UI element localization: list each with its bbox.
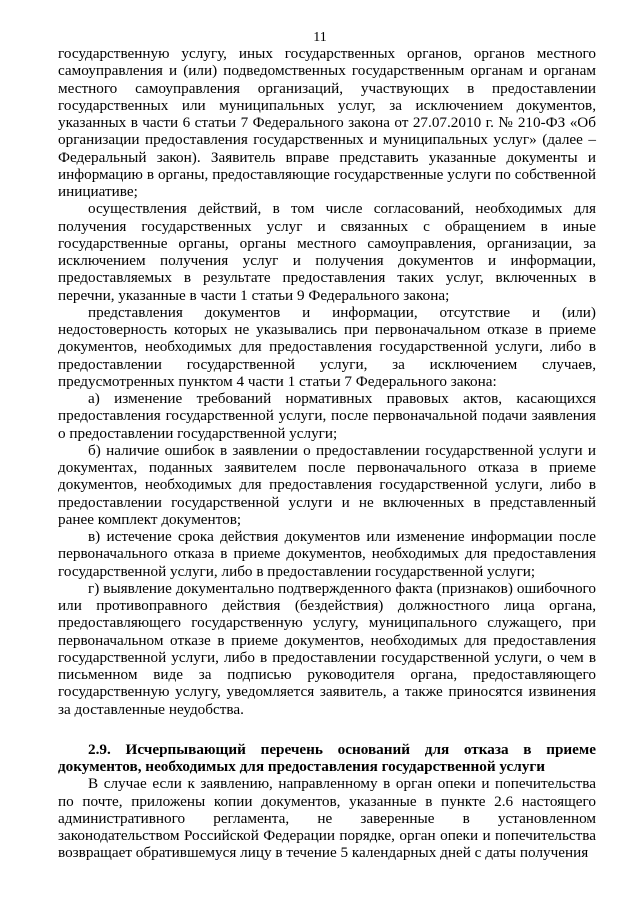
list-item-g: г) выявление документально подтвержденного факта (признаков) ошибочного или противоправного действия (бездействия) должностного лица органа, предоставляющего государственную услугу, муниципального служащего, при первоначальном отказе в приеме документов, необходимых для предоставления государственной услуги, либо в предоставлении государственной услуги, о чем в письменном виде за подписью руководителя органа, предоставляющего государственную услугу, уведомляется заявитель, а также приносятся извинения за доставленные неудобства.	[58, 579, 596, 718]
paragraph-documents: представления документов и информации, отсутствие и (или) недостоверность которых не указывались при первоначальном отказе в приеме документов, необходимых для предоставления государственной услуги, либо в предоставлении государственной услуги, за исключением случаев, предусмотренных пунктом 4 части 1 статьи 7 Федерального закона:	[58, 303, 596, 390]
paragraph-actions: осуществления действий, в том числе согласований, необходимых для получения государственных услуг и связанных с обращением в иные государственные органы, органы местного самоуправления, организации, за исключением получения услуг и получения документов и информации, предоставляемых в результате предоставления таких услуг, включенных в перечни, указанные в части 1 статьи 9 Федерального закона;	[58, 200, 596, 304]
paragraph-continuation: государственную услугу, иных государственных органов, органов местного самоуправления и (или) подведомственных государственным органам и органам местного самоуправления организаций, участвующих в предоставлении государственных или муниципальных услуг, за исключением документов, указанных в части 6 статьи 7 Федерального закона от 27.07.2010 г. № 210-ФЗ «Об организации предоставления государственных и муниципальных услуг» (далее – Федеральный закон). Заявитель вправе представить указанные документы и информацию в органы, предоставляющие государственные услуги по собственной инициативе;	[58, 45, 596, 200]
list-item-a: а) изменение требований нормативных правовых актов, касающихся предоставления государственной услуги, после первоначальной подачи заявления о предоставлении государственной услуги;	[58, 390, 596, 442]
list-item-b: б) наличие ошибок в заявлении о предоставлении государственной услуги и документах, поданных заявителем после первоначального отказа в приеме документов, необходимых для предоставления государственной услуги, либо в предоставлении государственной услуги и не включенных в представленный ранее комплект документов;	[58, 441, 596, 528]
section-paragraph: В случае если к заявлению, направленному в орган опеки и попечительства по почте, приложены копии документов, указанные в пункте 2.6 настоящего административного регламента, не заверенные в установленном законодательством Российской Федерации порядке, орган опеки и попечительства возвращает обратившемуся лицу в течение 5 календарных дней с даты получения	[58, 775, 596, 862]
document-body	[58, 45, 596, 862]
page-number: 11	[313, 30, 327, 45]
section-heading: 2.9. Исчерпывающий перечень оснований для отказа в приеме документов, необходимых для предоставления государственной услуги	[58, 740, 596, 775]
list-item-v: в) истечение срока действия документов или изменение информации после первоначального отказа в приеме документов, необходимых для предоставления государственной услуги, либо в предоставлении государственной услуги;	[58, 528, 596, 580]
